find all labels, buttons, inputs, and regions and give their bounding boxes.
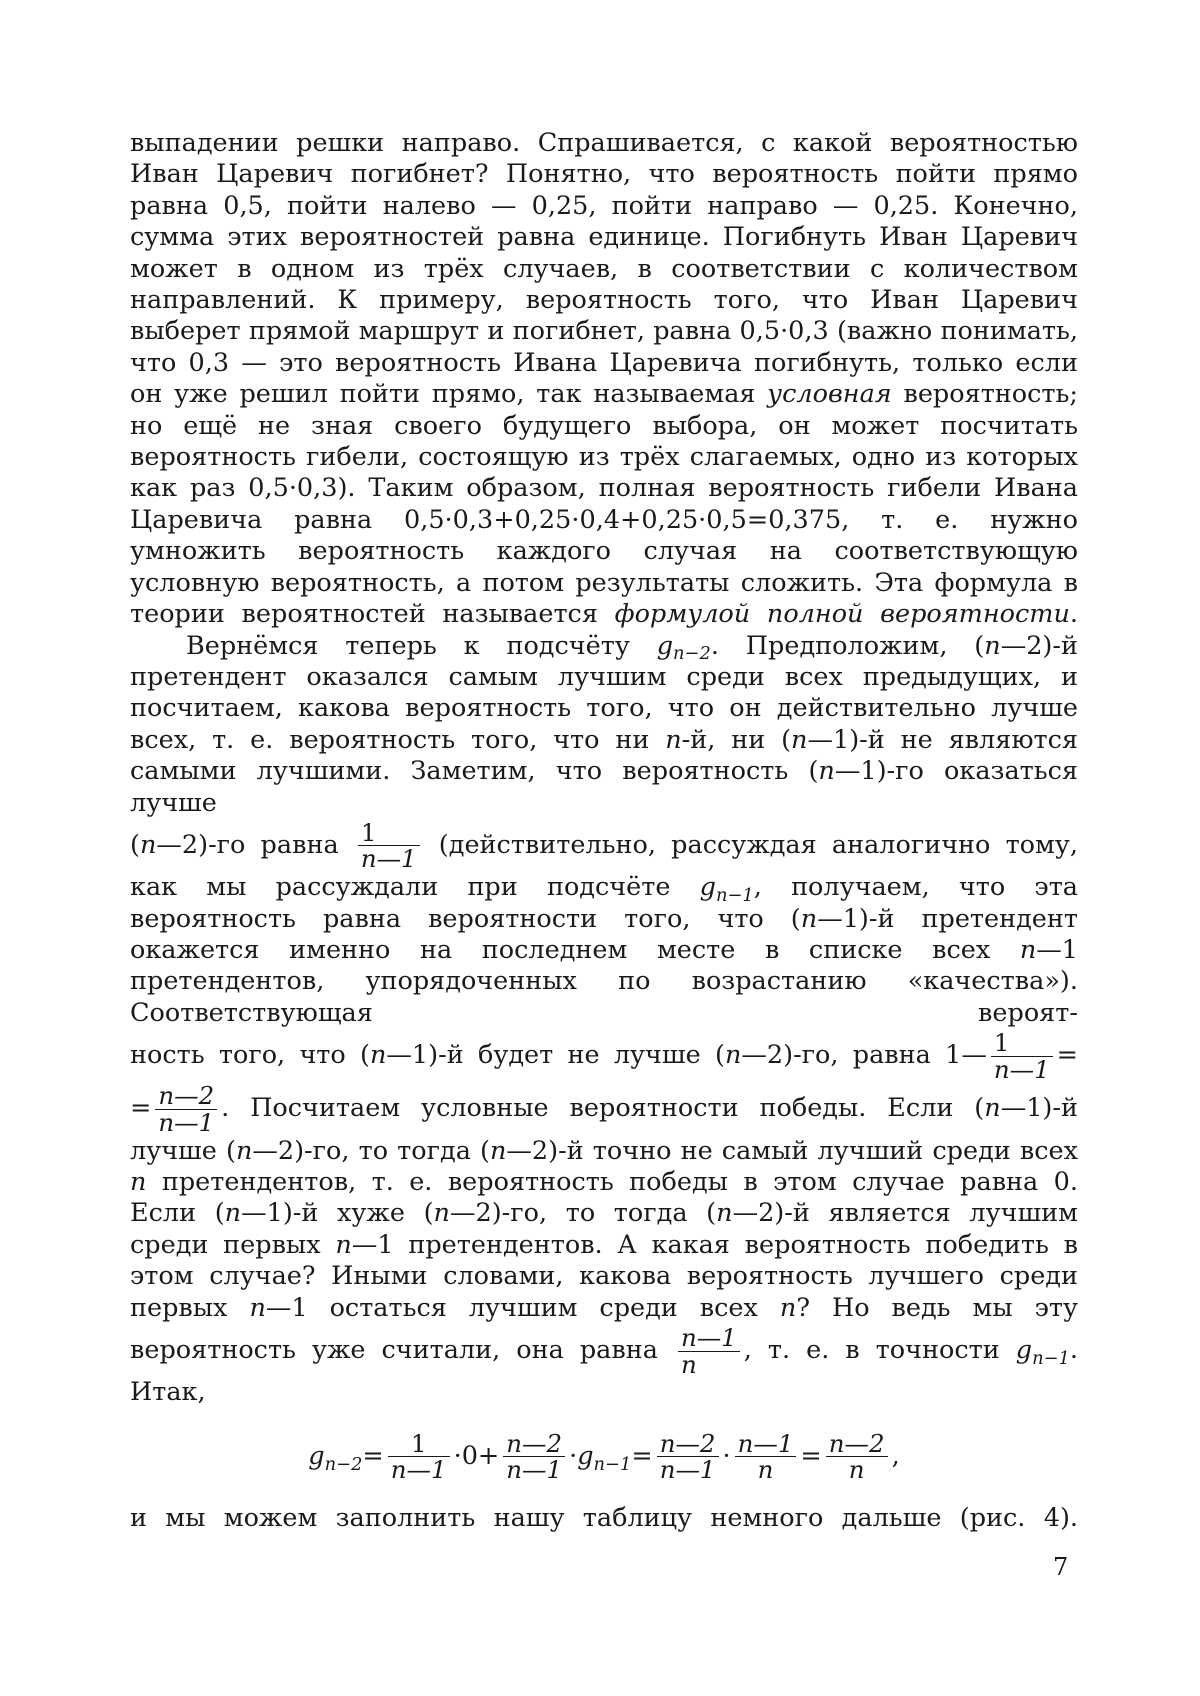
emphasis-conditional: условная [767,379,891,409]
paragraph-2: Вернёмся теперь к подсчёту gn−2. Предположим, (n—2)-й претендент оказался самым лучшим среди всех предыдущих, и посчитаем, какова вероятность того, что он действительно лучше всех, т. е. вероятность того, что ни n-й, ни (n—1)-й не являются самыми лучшими. Заметим, что вероятность (n—1)-го оказаться лучше [130,631,1078,819]
paragraph-2-one-minus-line: ность того, что (n—1)-й будет не лучше (n—2)-го, равна 1— 1 n—1 = [130,1029,1078,1082]
body-text [130,128,1078,1534]
paragraph-final: и мы можем заполнить нашу таблицу немного дальше (рис. 4). [130,1503,1078,1534]
page-number: 7 [1053,1553,1068,1581]
formula-fraction-2: n—2 n—1 [503,1431,565,1483]
paragraph-1: выпадении решки направо. Спрашивается, с какой вероятностью Иван Царевич погибнет? Понятно, что вероятность пойти прямо равна 0,5, пойти налево — 0,25, пойти направо — 0,25. Конечно, сумма этих вероятностей равна единице. Погибнуть Иван Царевич может в одном из трёх случаев, в соответствии с количеством направлений. К примеру, вероятность того, что Иван Царевич выберет прямой маршрут и погибнет, равна 0,5·0,3 (важно понимать, что 0,3 — это вероятность Ивана Царевича погибнуть, только если он уже решил пойти прямо, так называемая условная вероятность; но ещё не зная своего будущего выбора, он может посчитать вероятность гибели, состоящую из трёх слагаемых, одно из которых как раз 0,5·0,3). Таким образом, полная вероятность гибели Ивана Царевича равна 0,5·0,3+0,25·0,4+0,25·0,5=0,375, т. е. нужно умножить вероятность каждого случая на соответствующую условную вероятность, а потом результаты сложить. Эта формула в теории вероятностей называется формулой полной вероятности. [130,128,1078,631]
fraction-1-over-n-minus-1-b: 1 n—1 [991,1030,1053,1082]
paragraph-2-continued: как мы рассуждали при подсчёте gn−1, получаем, что эта вероятность равна вероятности того, что (n—1)-й претендент окажется именно на последнем месте в списке всех n—1 претендентов, упорядоченных по возрастанию «качества»). Соответствующая вероят- [130,872,1078,1029]
formula-fraction-1: 1 n—1 [388,1431,450,1483]
paragraph-2-fraction-line: (n—2)-го равна 1 n—1 (действительно, рассуждая аналогично тому, [130,819,1078,872]
fraction-1-over-n-minus-1: 1 n—1 [358,820,420,872]
fraction-n-minus-2-over-n-minus-1: n—2 n—1 [155,1083,217,1135]
paragraph-itak: Итак, [130,1377,1078,1408]
formula-fraction-4: n—1 n [735,1431,797,1483]
display-formula: gn−2= 1 n—1 ·0+ n—2 n—1 ·gn−1= n—2 n—1 · n—1 n = n—2 n , [130,1431,1078,1483]
paragraph-2-conditional: лучше (n—2)-го, то тогда (n—2)-й точно не самый лучший среди всех n претендентов, т. е. вероятность победы в этом случае равна 0. Если (n—1)-й хуже (n—2)-го, то тогда (n—2)-й является лучшим среди первых n—1 претендентов. А какая вероятность победить в этом случае? Иными словами, какова вероятность лучшего среди первых n—1 остаться лучшим среди всех n? Но ведь мы эту [130,1136,1078,1324]
paragraph-2-result-line: = n—2 n—1 . Посчитаем условные вероятности победы. Если (n—1)-й [130,1082,1078,1135]
emphasis-total-probability-formula: формулой полной вероятности [615,599,1070,629]
formula-fraction-3: n—2 n—1 [657,1431,719,1483]
book-page [0,0,1200,1696]
fraction-n-minus-1-over-n: n—1 n [678,1325,740,1377]
paragraph-2-gn1-line: вероятность уже считали, она равна n—1 n , т. е. в точности gn−1. [130,1324,1078,1377]
formula-fraction-5: n—2 n [826,1431,888,1483]
